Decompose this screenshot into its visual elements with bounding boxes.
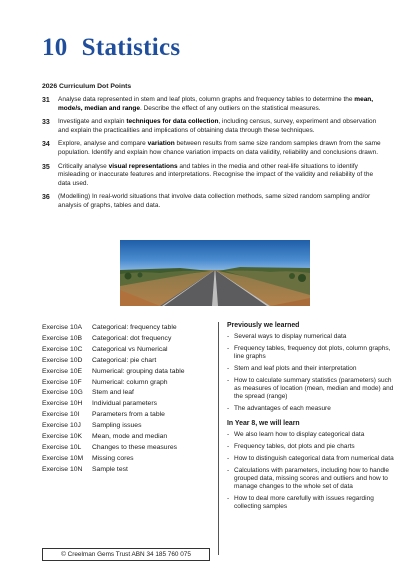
- dot-point-fragment: between results from same size random samples drawn from the same population. Identify and explain how chance variation impacts on data validity, reliability and conclusions drawn.: [58, 140, 381, 156]
- bullet-item: [227, 377, 397, 402]
- bullet-item: [227, 495, 397, 512]
- exercise-item: [42, 323, 217, 334]
- exercise-item: [42, 334, 217, 345]
- exercise-code: Exercise 10B: [42, 334, 83, 342]
- dot-point-fragment: , including census, survey, experiment and observation and explain the practicalities and implications of obtaining data through these techniques.: [58, 118, 377, 134]
- exercise-item: [42, 388, 217, 399]
- year8-heading: In Year 8, we will learn: [227, 420, 300, 428]
- dot-point-fragment: . Describe the effect of any outliers on the statistical measures.: [140, 104, 321, 112]
- exercise-code: Exercise 10D: [42, 356, 83, 364]
- dot-point-text: [58, 163, 387, 189]
- previously-heading: Previously we learned: [227, 322, 300, 329]
- bullet-item: [227, 443, 397, 451]
- chapter-number: 10: [42, 34, 68, 61]
- year8-list: [227, 431, 397, 511]
- exercise-title: Numerical: grouping data table: [92, 367, 185, 375]
- exercise-code: Exercise 10M: [42, 454, 84, 462]
- dot-point: [42, 163, 387, 189]
- exercise-item: [42, 410, 217, 421]
- bullet-text: Frequency tables, frequency dot plots, column graphs, line graphs: [234, 344, 391, 361]
- bullet-dash: -: [227, 333, 230, 340]
- bullet-item: [227, 365, 397, 373]
- dot-point: [42, 118, 387, 135]
- dot-point-keyword: techniques for data collection: [126, 118, 219, 126]
- exercise-item: [42, 378, 217, 389]
- dot-point: [42, 140, 387, 157]
- dot-point-number: 35: [42, 163, 50, 171]
- dot-point-fragment: Analyse data represented in stem and leaf plots, column graphs and frequency tables to determine the: [58, 96, 355, 103]
- exercise-item: [42, 421, 217, 432]
- bullet-item: [227, 405, 397, 413]
- dot-point-fragment: and tables in the media and other real-life situations to identify misleading or inaccurate features and interpretations. Recognise the impact of the validity and reliability of the data used.: [58, 162, 374, 187]
- exercise-title: Categorical: pie chart: [92, 356, 157, 364]
- exercise-code: Exercise 10C: [42, 345, 83, 353]
- bullet-dash: -: [227, 344, 230, 352]
- exercise-title: Missing cores: [92, 454, 134, 462]
- exercise-item: [42, 356, 217, 367]
- bullet-item: [227, 467, 397, 492]
- exercise-code: Exercise 10F: [42, 378, 82, 386]
- bullet-dash: -: [227, 495, 230, 503]
- dot-points-heading: 2026 Curriculum Dot Points: [42, 83, 132, 90]
- exercise-code: Exercise 10L: [42, 443, 82, 451]
- dot-points-list: [42, 96, 387, 216]
- exercise-title: Categorical vs Numerical: [92, 345, 168, 353]
- exercise-list: [42, 323, 217, 476]
- dot-point-keyword: mean, mode/s, median and range: [58, 96, 374, 112]
- exercise-item: [42, 454, 217, 465]
- dot-point-fragment: Investigate and explain: [58, 118, 127, 126]
- bullet-dash: -: [227, 405, 230, 413]
- chapter-name: Statistics: [81, 34, 181, 61]
- dot-point-number: 36: [42, 194, 50, 202]
- column-divider: [218, 322, 219, 555]
- previously-list: [227, 333, 397, 413]
- copyright-box: © Creelman Gems Trust ABN 34 185 760 075: [42, 548, 210, 561]
- exercise-item: [42, 367, 217, 378]
- exercise-title: Stem and leaf: [92, 389, 134, 397]
- exercise-code: Exercise 10E: [42, 367, 83, 375]
- bullet-dash: -: [227, 443, 230, 451]
- bullet-text: Calculations with parameters, including how to handle grouped data, missing scores and outliers and how to manage changes to the whole set of data: [234, 466, 390, 491]
- exercise-code: Exercise 10H: [42, 400, 83, 408]
- dot-point-text: [58, 193, 387, 210]
- dot-point-keyword: visual representations: [108, 162, 178, 170]
- dot-point-keyword: variation: [147, 140, 175, 148]
- exercise-code: Exercise 10N: [42, 465, 83, 473]
- exercise-code: Exercise 10G: [42, 389, 83, 397]
- exercise-title: Changes to these measures: [92, 443, 178, 451]
- chapter-title: [42, 34, 180, 62]
- bullet-text: We also learn how to display categorical data: [234, 431, 365, 439]
- bullet-text: How to calculate summary statistics (parameters) such as measures of location (mean, median and mode) and the spread (range): [234, 376, 394, 401]
- outback-road-photo: [120, 240, 310, 306]
- exercise-title: Categorical: frequency table: [92, 324, 177, 331]
- learning-summary: [227, 322, 397, 515]
- exercise-code: Exercise 10J: [42, 422, 81, 430]
- dot-point: [42, 193, 387, 210]
- exercise-title: Mean, mode and median: [92, 433, 168, 441]
- exercise-code: Exercise 10K: [42, 433, 83, 441]
- exercise-item: [42, 465, 217, 476]
- bullet-dash: -: [227, 454, 230, 462]
- bullet-text: Several ways to display numerical data: [234, 333, 347, 340]
- bullet-text: How to deal more carefully with issues regarding collecting samples: [234, 495, 374, 511]
- dot-point-fragment: Critically analyse: [58, 162, 109, 170]
- bullet-dash: -: [227, 364, 230, 372]
- exercise-title: Categorical: dot frequency: [92, 334, 172, 342]
- dot-point-text: [58, 96, 387, 113]
- bullet-text: Frequency tables, dot plots and pie charts: [234, 443, 355, 451]
- exercise-title: Numerical: column graph: [92, 378, 168, 386]
- bullet-dash: -: [227, 376, 230, 384]
- bullet-dash: -: [227, 431, 230, 439]
- dot-point-text: [58, 140, 387, 157]
- exercise-title: Parameters from a table: [92, 411, 165, 419]
- dot-point-fragment: Explore, analyse and compare: [58, 140, 148, 148]
- dot-point-number: 34: [42, 141, 50, 149]
- bullet-text: How to distinguish categorical data from numerical data: [234, 454, 394, 462]
- bullet-text: The advantages of each measure: [234, 405, 331, 413]
- road-landscape-image: [120, 240, 310, 306]
- dot-point-number: 33: [42, 119, 50, 127]
- exercise-item: [42, 399, 217, 410]
- exercise-item: [42, 345, 217, 356]
- bullet-item: [227, 431, 397, 439]
- bullet-dash: -: [227, 466, 230, 474]
- exercise-item: [42, 443, 217, 454]
- bullet-item: [227, 333, 397, 341]
- dot-point-text: [58, 118, 387, 135]
- exercise-code: Exercise 10A: [42, 324, 83, 331]
- exercise-code: Exercise 10I: [42, 411, 80, 419]
- bullet-text: Stem and leaf plots and their interpretation: [234, 364, 357, 372]
- dot-point-fragment: (Modelling) In real-world situations that involve data collection methods, same sized random sampling and/or analysis of graphs, tables and data.: [58, 193, 371, 209]
- exercise-item: [42, 432, 217, 443]
- bullet-item: [227, 455, 397, 463]
- dot-point: [42, 96, 387, 113]
- dot-point-number: 31: [42, 97, 50, 104]
- exercise-title: Individual parameters: [92, 400, 157, 408]
- bullet-item: [227, 345, 397, 362]
- exercise-title: Sampling issues: [92, 422, 142, 430]
- exercise-title: Sample test: [92, 465, 128, 473]
